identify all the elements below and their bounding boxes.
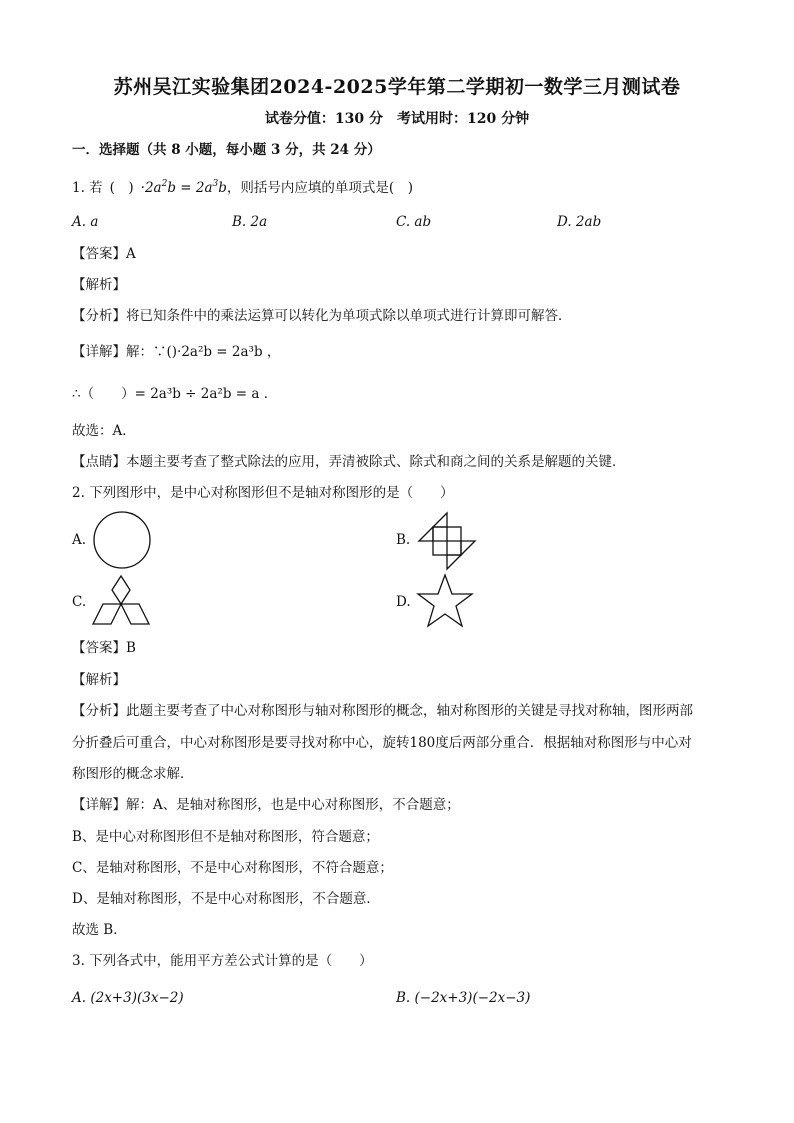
- q2-fenxi-line-1: 【分析】此题主要考查了中心对称图形与轴对称图形的概念，轴对称图形的关键是寻找对称轴，图形两部: [72, 703, 693, 719]
- star-icon: [414, 572, 476, 630]
- question-2-stem: 2. 下列图形中，是中心对称图形但不是轴对称图形的是（ ）: [72, 485, 454, 501]
- q1-option-a: A. a: [72, 214, 99, 230]
- q1-option-d: D. 2ab: [557, 214, 602, 230]
- question-1-stem: [72, 178, 413, 198]
- q1-choice: 故选：A．: [72, 423, 136, 439]
- question-1-equation: $\cdot 2a^2b = 2a^3b$: [140, 179, 227, 196]
- q1-option-c: C. ab: [396, 214, 432, 230]
- q1-detail-math: ∵()·2a²b = 2a³b ，: [153, 344, 281, 360]
- q3-option-a: A. (2x+3)(3x−2): [72, 990, 184, 1006]
- q1-therefore: ∴（ ）= 2a³b ÷ 2a²b = a ．: [72, 386, 278, 402]
- q2-label-d: D.: [396, 594, 411, 610]
- q1-option-b: B. 2a: [232, 214, 268, 230]
- q2-label-c: C.: [72, 594, 87, 610]
- exam-info: 试卷分值：130 分 考试用时：120 分钟: [264, 111, 530, 127]
- q2-label-a: A.: [72, 532, 87, 548]
- q2-detail-line-4: D、是轴对称图形，不是中心对称图形，不合题意．: [72, 891, 380, 907]
- page-title: 苏州吴江实验集团2024-2025学年第二学期初一数学三月测试卷: [113, 76, 681, 98]
- q2-detail-line-2: B、是中心对称图形但不是轴对称图形，符合题意；: [72, 829, 379, 845]
- q2-analysis-label: 【解析】: [72, 672, 126, 688]
- q1-answer: 【答案】A: [72, 246, 136, 262]
- q1-fenxi: 【分析】将已知条件中的乘法运算可以转化为单项式除以单项式进行计算即可解答．: [72, 308, 572, 324]
- blank-paren: ( ): [109, 180, 134, 196]
- q2-label-b: B.: [396, 532, 411, 548]
- q2-detail-line-3: C、是轴对称图形，不是中心对称图形，不符合题意；: [72, 860, 393, 876]
- q3-option-b: B. (−2x+3)(−2x−3): [396, 990, 531, 1006]
- q2-choice: 故选 B．: [72, 922, 127, 938]
- q1-detail: [72, 342, 280, 362]
- q1-analysis-label: 【解析】: [72, 277, 126, 293]
- q1-comment: 【点睛】本题主要考查了整式除法的应用，弄清被除式、除式和商之间的关系是解题的关键．: [72, 454, 626, 470]
- circle-icon: [92, 510, 152, 570]
- q2-answer: 【答案】B: [72, 640, 136, 656]
- three-diamonds-icon: [90, 572, 152, 628]
- question-1-prefix: 1. 若: [72, 180, 103, 196]
- q2-detail-line-1: 【详解】解：A、是轴对称图形，也是中心对称图形，不合题意；: [72, 797, 460, 813]
- question-1-suffix: ，则括号内应填的单项式是( ): [226, 180, 413, 196]
- q1-detail-prefix: 【详解】解：: [72, 344, 153, 360]
- q2-fenxi-line-2: 分折叠后可重合，中心对称图形是要寻找对称中心，旋转180度后两部分重合．根据轴对称图形与中心对: [72, 735, 692, 751]
- pinwheel-icon: [416, 511, 478, 571]
- q2-fenxi-line-3: 称图形的概念求解．: [72, 766, 194, 782]
- section-heading: 一．选择题（共 8 小题，每小题 3 分，共 24 分）: [72, 142, 381, 158]
- question-3-stem: 3. 下列各式中，能用平方差公式计算的是（ ）: [72, 953, 373, 969]
